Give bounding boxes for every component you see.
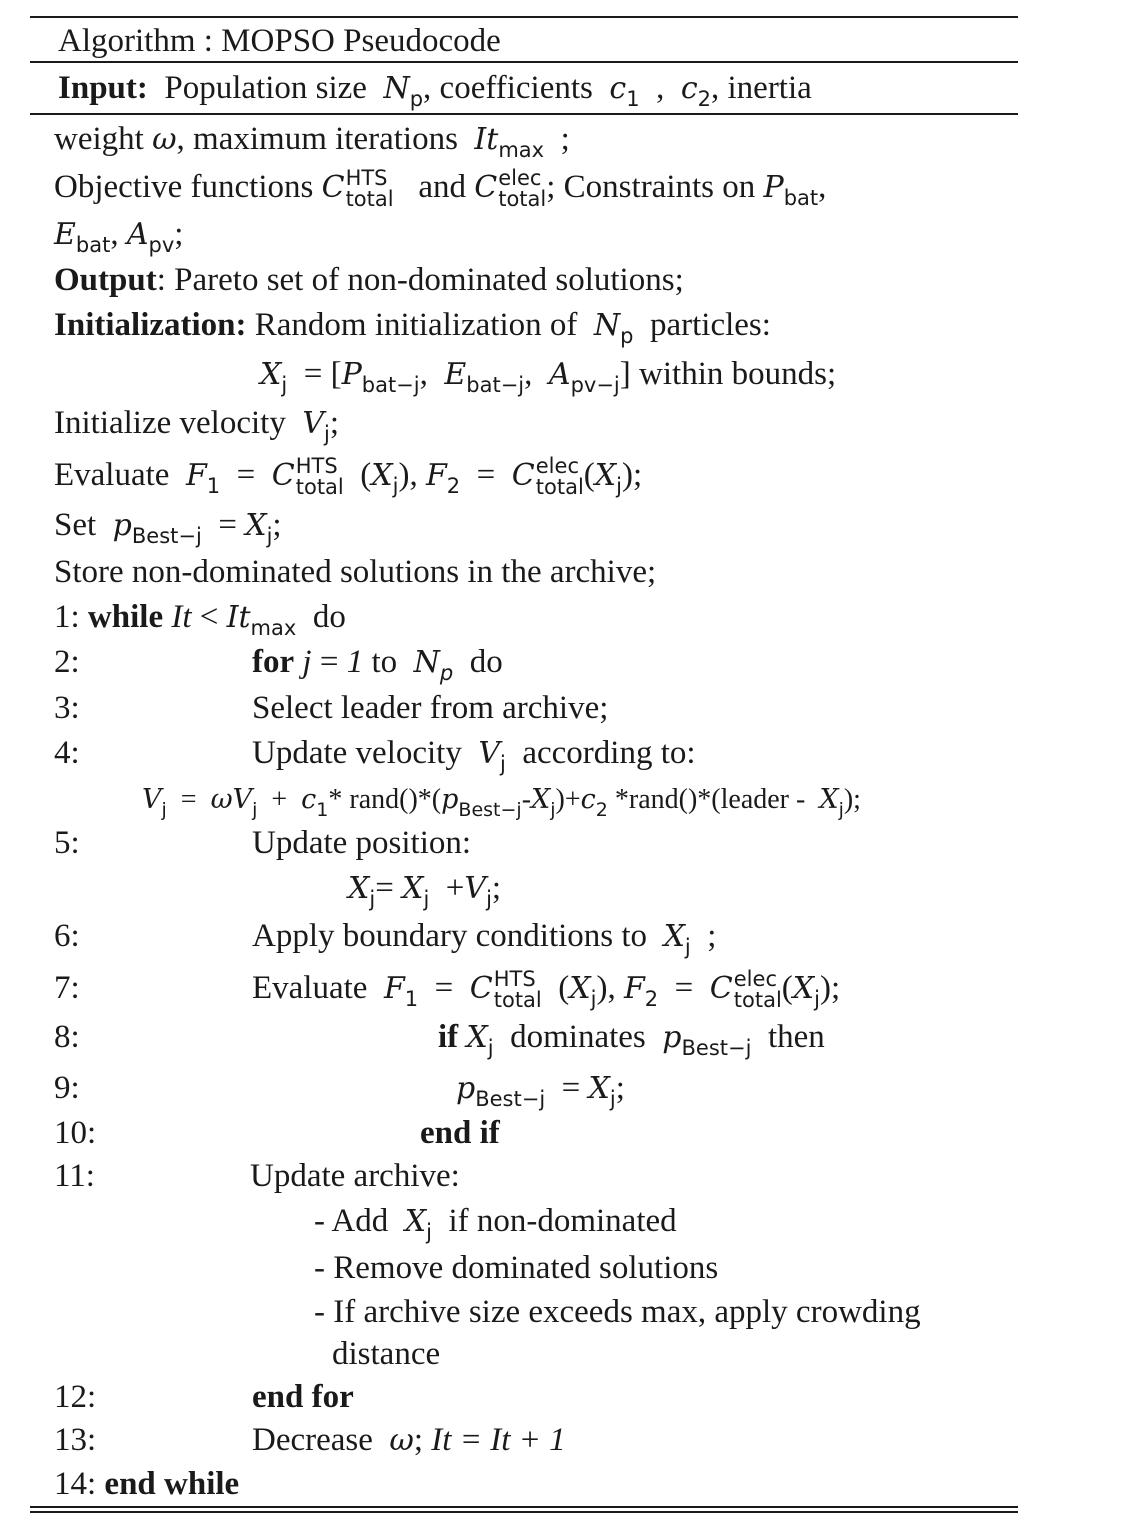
archive-crowding-b: distance	[332, 1336, 441, 1372]
step-number-11: 11:	[54, 1158, 95, 1194]
step-7: Evaluate $F_1 = C$ HTS total $(X_j)$, $F_2 = C$ elec total $(X_j)$;	[252, 967, 841, 1013]
keyword-if: if	[438, 1019, 459, 1055]
evaluate-text: Evaluate	[252, 970, 368, 1006]
rand-text-1: * rand()*(	[328, 784, 442, 815]
position-formula: $X_j= X_j +V_j$;	[348, 870, 502, 911]
output-line	[54, 260, 684, 300]
top-rule	[30, 16, 1018, 18]
keyword-to: to	[371, 644, 398, 680]
step-number-2: 2:	[54, 644, 80, 680]
step-5: Update position:	[252, 825, 472, 861]
constraints-line: $E_{bat}$, $A_{pv}$;	[54, 216, 184, 257]
if-nd-text: if non-dominated	[448, 1203, 677, 1239]
step-11: Update archive:	[250, 1158, 460, 1194]
algorithm-title: Algorithm : MOPSO Pseudocode	[58, 23, 501, 59]
input-label: Input:	[58, 70, 148, 106]
archive-crowding-a: - If archive size exceeds max, apply crowding	[314, 1294, 921, 1330]
keyword-do: do	[469, 644, 503, 680]
according-text: according to:	[522, 735, 696, 771]
rand-text-2: *rand()*(leader -	[614, 784, 806, 815]
decrease-text: Decrease	[252, 1422, 373, 1458]
set-text: Set	[54, 507, 97, 543]
weight-line: weight ω, maximum iterations $It_{max}$ ;	[54, 121, 570, 162]
apply-bc-text: Apply boundary conditions to	[252, 918, 648, 954]
step-number-8: 8:	[54, 1019, 80, 1055]
keyword-end-while: end while	[104, 1466, 240, 1502]
dominates-text: dominates	[510, 1019, 646, 1055]
velocity-formula: $V_j = \omega V_j + c_1*$ $rand()*(p_{Best-j}-X_j)+c_2$ *rand()*(leader - $X_j$);	[142, 784, 861, 821]
step-8: if $X_j$ dominates $p_{Best-j}$ then	[438, 1019, 825, 1060]
keyword-do: do	[312, 599, 346, 635]
weight-text-a: weight	[54, 121, 144, 157]
step-6: Apply boundary conditions to $X_j$ ;	[252, 918, 717, 959]
step-number-7: 7:	[54, 970, 80, 1006]
output-label: Output	[54, 262, 157, 298]
step-13: Decrease ω; It = It + 1	[252, 1422, 566, 1458]
step-2: for j = 1 to $N_p$ do	[252, 644, 503, 685]
input-text-a: Population size	[164, 70, 367, 106]
archive-add: - Add $X_j$ if non-dominated	[314, 1203, 677, 1244]
step-number: 14:	[54, 1466, 97, 1502]
store-line: Store non-dominated solutions in the archive;	[54, 554, 657, 590]
step-4: Update velocity $V_j$ according to:	[252, 735, 696, 776]
keyword-while: while	[87, 599, 164, 635]
input-line: Input: Population size $N_p$, coefficients $c_1$ , $c_2$, inertia	[58, 70, 812, 111]
keyword-end-if: end if	[420, 1115, 500, 1151]
title-rule	[30, 61, 1018, 63]
set-pbest-line: Set $p_{Best-j} = X_j$;	[54, 507, 282, 548]
step-number-12: 12:	[54, 1379, 97, 1415]
step-10	[420, 1113, 500, 1153]
add-text: - Add	[314, 1203, 389, 1239]
init-velocity-text: Initialize velocity	[54, 405, 286, 441]
step-number-9: 9:	[54, 1070, 80, 1106]
step-number: 1:	[54, 599, 80, 635]
init-text-a: Random initialization of	[254, 307, 578, 343]
objective-line: Objective functions C HTS total and C elec total ; Constraints on $P_{bat}$,	[54, 166, 827, 212]
step-number-6: 6:	[54, 918, 80, 954]
within-bounds-text: within bounds;	[639, 356, 837, 392]
objective-text-a: Objective functions	[54, 169, 314, 205]
init-velocity-line: Initialize velocity $V_j$;	[54, 405, 340, 446]
init-text-b: particles:	[649, 307, 771, 343]
step-number-4: 4:	[54, 735, 80, 771]
weight-text-b: , maximum iterations	[176, 121, 458, 157]
bottom-rule-2	[30, 1511, 1018, 1513]
output-text: : Pareto set of non-dominated solutions;	[156, 262, 684, 298]
update-velocity-text: Update velocity	[252, 735, 462, 771]
step-14	[54, 1464, 239, 1504]
step-9: $p_{Best-j} = X_j$;	[456, 1070, 625, 1111]
iteration-update: It = It + 1	[431, 1422, 566, 1458]
initialization-label: Initialization:	[54, 307, 247, 343]
objective-text-b: ; Constraints on	[546, 169, 756, 205]
step-number-5: 5:	[54, 825, 80, 861]
keyword-end-for: end for	[252, 1379, 354, 1415]
step-1: 1: while $It < It_{max}$ do	[54, 599, 346, 640]
evaluate-line: Evaluate $F_1 = C$ HTS total $(X_j)$, $F_2 = C$ elec total $(X_j)$;	[54, 454, 643, 500]
step-12	[252, 1377, 354, 1417]
keyword-then: then	[767, 1019, 825, 1055]
evaluate-text: Evaluate	[54, 457, 170, 493]
input-rule	[30, 113, 1018, 115]
step-number-3: 3:	[54, 690, 80, 726]
input-text-c: , inertia	[711, 70, 812, 106]
step-3: Select leader from archive;	[252, 690, 609, 726]
archive-remove: - Remove dominated solutions	[314, 1250, 719, 1286]
keyword-for: for	[252, 644, 295, 680]
objective-and: and	[418, 169, 466, 205]
step-number-10: 10:	[54, 1115, 97, 1151]
step-number-13: 13:	[54, 1422, 97, 1458]
input-text-b: , coefficients	[423, 70, 593, 106]
initialization-line: Initialization: Random initialization of $N_p$ particles:	[54, 307, 771, 348]
bottom-rule-1	[30, 1506, 1018, 1508]
position-vector-line: $X_j = [P_{bat-j}$, $E_{bat-j}$, $A_{pv-j}$] within bounds;	[260, 356, 837, 397]
